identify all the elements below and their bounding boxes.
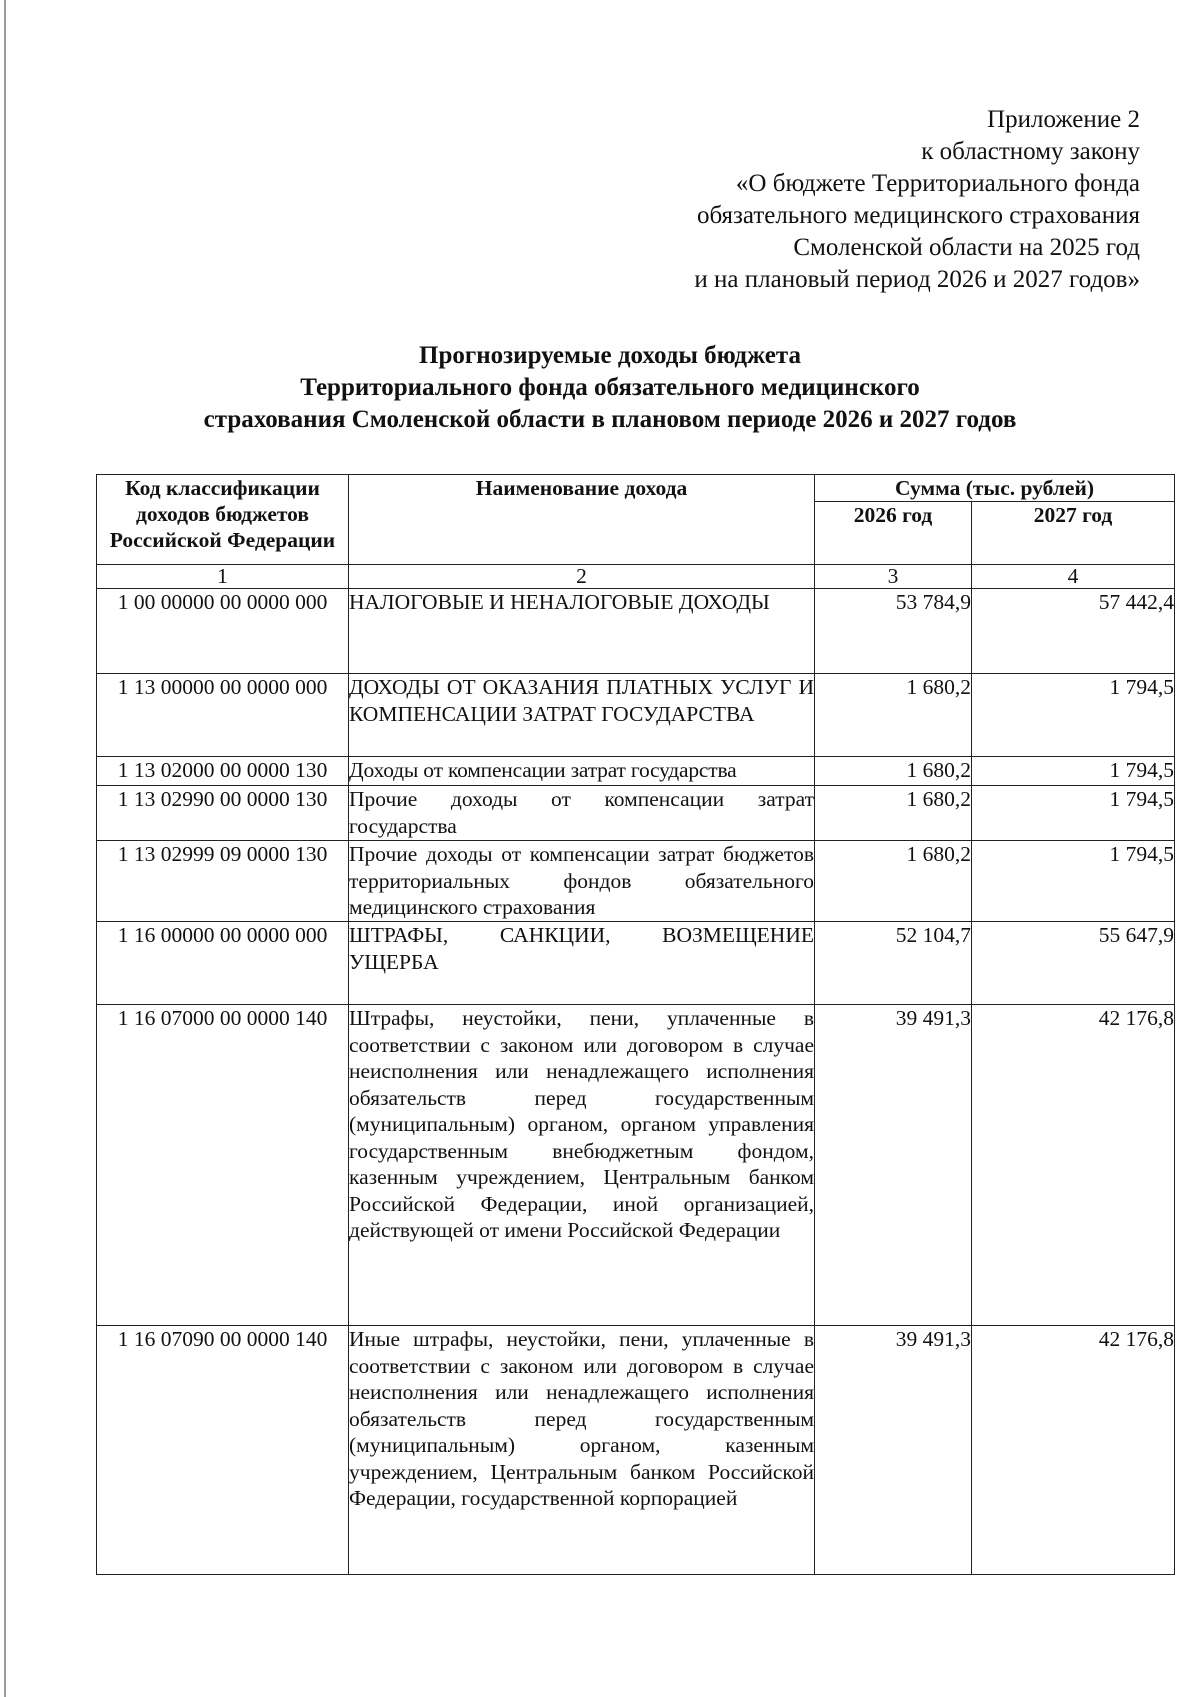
header-code: Код классификации доходов бюджетов Российской Федерации — [97, 475, 349, 565]
row-code: 1 13 00000 00 0000 000 — [97, 674, 349, 757]
row-code: 1 13 02990 00 0000 130 — [97, 786, 349, 841]
column-number: 1 — [97, 565, 349, 589]
row-code: 1 00 00000 00 0000 000 — [97, 589, 349, 674]
row-name: НАЛОГОВЫЕ И НЕНАЛОГОВЫЕ ДОХОДЫ — [349, 589, 815, 674]
column-number: 4 — [972, 565, 1175, 589]
header-sum — [815, 475, 1175, 502]
header-year-2027: 2027 год — [972, 502, 1175, 565]
row-code: 1 16 07000 00 0000 140 — [97, 1005, 349, 1326]
row-name: Доходы от компенсации затрат государства — [349, 757, 815, 786]
row-value-2026: 52 104,7 — [815, 922, 972, 1005]
table-row — [97, 786, 1175, 841]
column-numbers-row — [97, 565, 1175, 589]
table-row — [97, 841, 1175, 922]
appendix-line: обязательного медицинского страхования — [696, 202, 1140, 229]
row-name: Прочие доходы от компенсации затрат государства — [349, 786, 815, 841]
column-number: 3 — [815, 565, 972, 589]
table-row — [97, 1005, 1175, 1326]
row-value-2026: 1 680,2 — [815, 841, 972, 922]
title-line: Территориального фонда обязательного медицинского — [300, 374, 920, 401]
title-line: Прогнозируемые доходы бюджета — [419, 342, 801, 369]
row-code: 1 13 02000 00 0000 130 — [97, 757, 349, 786]
header-sum-label: Сумма (тыс. рублей) — [894, 476, 1095, 500]
row-value-2026: 39 491,3 — [815, 1326, 972, 1575]
row-value-2027: 1 794,5 — [972, 757, 1175, 786]
row-value-2027: 1 794,5 — [972, 786, 1175, 841]
row-code: 1 13 02999 09 0000 130 — [97, 841, 349, 922]
row-code: 1 16 00000 00 0000 000 — [97, 922, 349, 1005]
appendix-line: Смоленской области на 2025 год — [793, 234, 1140, 261]
column-number: 2 — [349, 565, 815, 589]
table-row — [97, 589, 1175, 674]
table-row — [97, 757, 1175, 786]
row-value-2026: 1 680,2 — [815, 757, 972, 786]
row-value-2027: 42 176,8 — [972, 1326, 1175, 1575]
row-name: ШТРАФЫ, САНКЦИИ, ВОЗМЕЩЕНИЕ УЩЕРБА — [349, 922, 815, 1005]
table-row — [97, 922, 1175, 1005]
appendix-line: к областному закону — [921, 138, 1140, 165]
table-row — [97, 674, 1175, 757]
header-name: Наименование дохода — [349, 475, 815, 565]
row-name: Иные штрафы, неустойки, пени, уплаченные в соответствии с законом или договором в случае неисполнения или ненадлежащего исполнения обязательств перед государственным (муниципальным) органом, казенным учреждением, Центральным банком Российской Федерации, государственной корпорацией — [349, 1326, 815, 1575]
title-line: страхования Смоленской области в плановом периоде 2026 и 2027 годов — [203, 406, 1017, 433]
row-name: ДОХОДЫ ОТ ОКАЗАНИЯ ПЛАТНЫХ УСЛУГ И КОМПЕНСАЦИИ ЗАТРАТ ГОСУДАРСТВА — [349, 674, 815, 757]
scan-left-edge — [4, 0, 6, 1697]
row-name: Прочие доходы от компенсации затрат бюджетов территориальных фондов обязательного медицинского страхования — [349, 841, 815, 922]
row-value-2026: 53 784,9 — [815, 589, 972, 674]
row-name: Штрафы, неустойки, пени, уплаченные в соответствии с законом или договором в случае неисполнения или ненадлежащего исполнения обязательств перед государственным (муниципальным) органом, органом управления государственным внебюджетным фондом, казенным учреждением, Центральным банком Российской Федерации, иной организацией, действующей от имени Российской Федерации — [349, 1005, 815, 1326]
row-value-2027: 55 647,9 — [972, 922, 1175, 1005]
row-value-2026: 39 491,3 — [815, 1005, 972, 1326]
document-title — [140, 340, 1080, 436]
appendix-line: «О бюджете Территориального фонда — [735, 170, 1140, 197]
row-code: 1 16 07090 00 0000 140 — [97, 1326, 349, 1575]
table-header-row — [97, 475, 1175, 502]
income-table — [96, 474, 1175, 1575]
appendix-line: Приложение 2 — [987, 106, 1140, 133]
row-value-2027: 1 794,5 — [972, 841, 1175, 922]
table-row — [97, 1326, 1175, 1575]
appendix-line: и на плановый период 2026 и 2027 годов» — [694, 266, 1140, 293]
row-value-2027: 42 176,8 — [972, 1005, 1175, 1326]
row-value-2026: 1 680,2 — [815, 786, 972, 841]
header-year-2026: 2026 год — [815, 502, 972, 565]
appendix-note — [440, 104, 1140, 296]
row-value-2026: 1 680,2 — [815, 674, 972, 757]
row-value-2027: 1 794,5 — [972, 674, 1175, 757]
row-value-2027: 57 442,4 — [972, 589, 1175, 674]
